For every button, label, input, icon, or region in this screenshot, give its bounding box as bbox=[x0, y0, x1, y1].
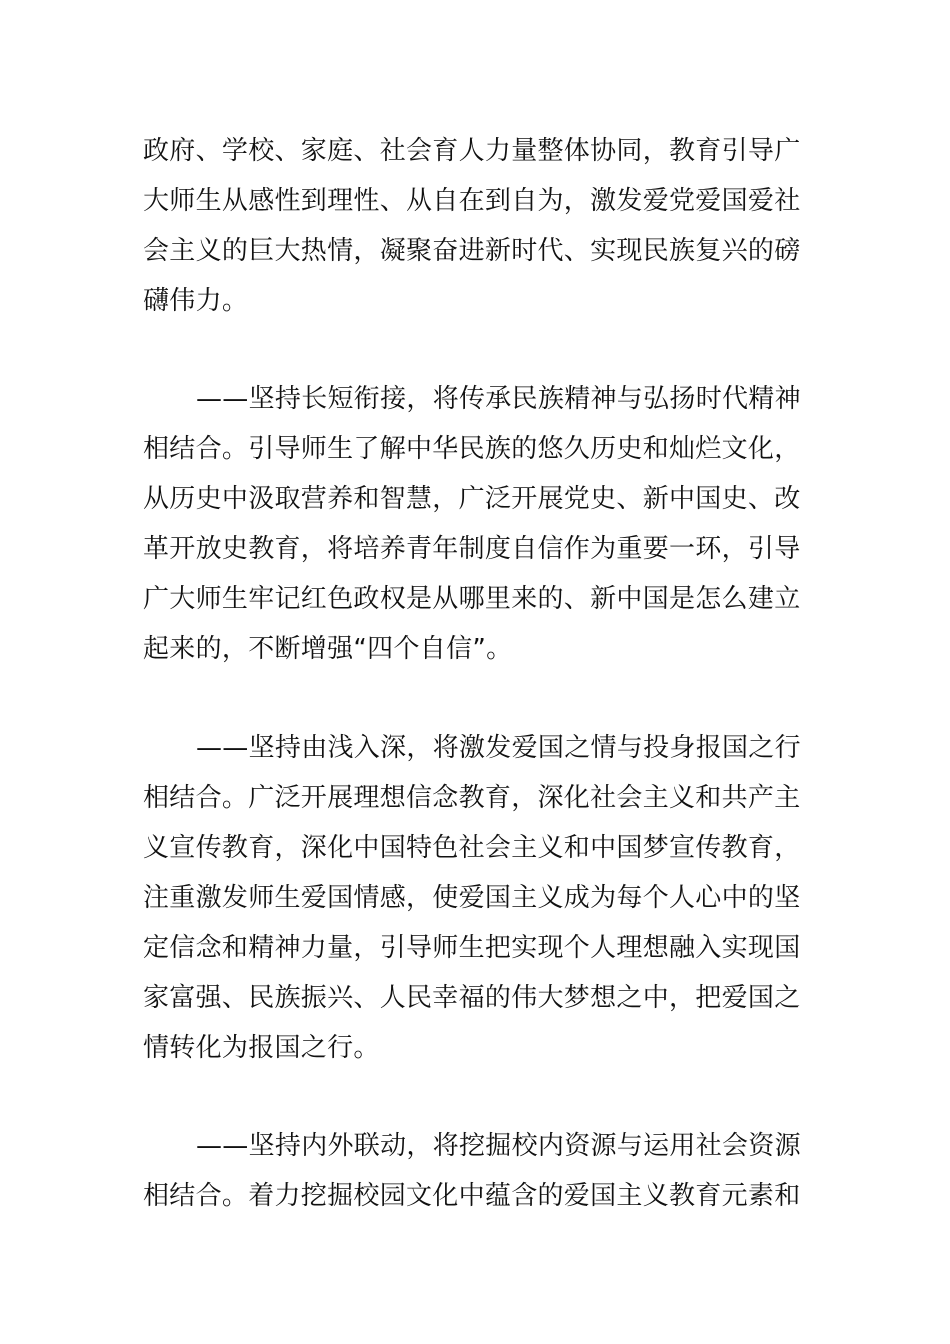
text-line: 会主义的巨大热情，凝聚奋进新时代、实现民族复兴的磅 bbox=[143, 236, 801, 266]
text-line: 政府、学校、家庭、社会育人力量整体协同，教育引导广 bbox=[143, 136, 801, 166]
text-line: 礴伟力。 bbox=[143, 286, 249, 316]
text-line: 相结合。广泛开展理想信念教育，深化社会主义和共产主 bbox=[143, 783, 801, 813]
text-line: 相结合。着力挖掘校园文化中蕴含的爱国主义教育元素和 bbox=[143, 1181, 801, 1211]
text-line: 大师生从感性到理性、从自在到自为，激发爱党爱国爱社 bbox=[143, 186, 801, 216]
text-line: ——坚持长短衔接，将传承民族精神与弘扬时代精神 bbox=[196, 384, 801, 414]
text-line: ——坚持内外联动，将挖掘校内资源与运用社会资源 bbox=[196, 1131, 801, 1161]
text-line: 家富强、民族振兴、人民幸福的伟大梦想之中，把爱国之 bbox=[143, 983, 801, 1013]
paragraph-1 bbox=[143, 126, 807, 326]
text-line: 广大师生牢记红色政权是从哪里来的、新中国是怎么建立 bbox=[143, 584, 801, 614]
text-line: 从历史中汲取营养和智慧，广泛开展党史、新中国史、改 bbox=[143, 484, 801, 514]
paragraph-4 bbox=[143, 1121, 807, 1221]
text-line: 义宣传教育，深化中国特色社会主义和中国梦宣传教育， bbox=[143, 833, 801, 863]
paragraph-3 bbox=[143, 723, 807, 1073]
text-line: 革开放史教育，将培养青年制度自信作为重要一环，引导 bbox=[143, 534, 801, 564]
text-line: 相结合。引导师生了解中华民族的悠久历史和灿烂文化， bbox=[143, 434, 801, 464]
text-line: ——坚持由浅入深，将激发爱国之情与投身报国之行 bbox=[196, 733, 801, 763]
text-line: 定信念和精神力量，引导师生把实现个人理想融入实现国 bbox=[143, 933, 801, 963]
paragraph-2 bbox=[143, 374, 807, 674]
text-line: 注重激发师生爱国情感，使爱国主义成为每个人心中的坚 bbox=[143, 883, 801, 913]
text-line: 起来的，不断增强“四个自信”。 bbox=[143, 634, 513, 664]
text-line: 情转化为报国之行。 bbox=[143, 1033, 380, 1063]
